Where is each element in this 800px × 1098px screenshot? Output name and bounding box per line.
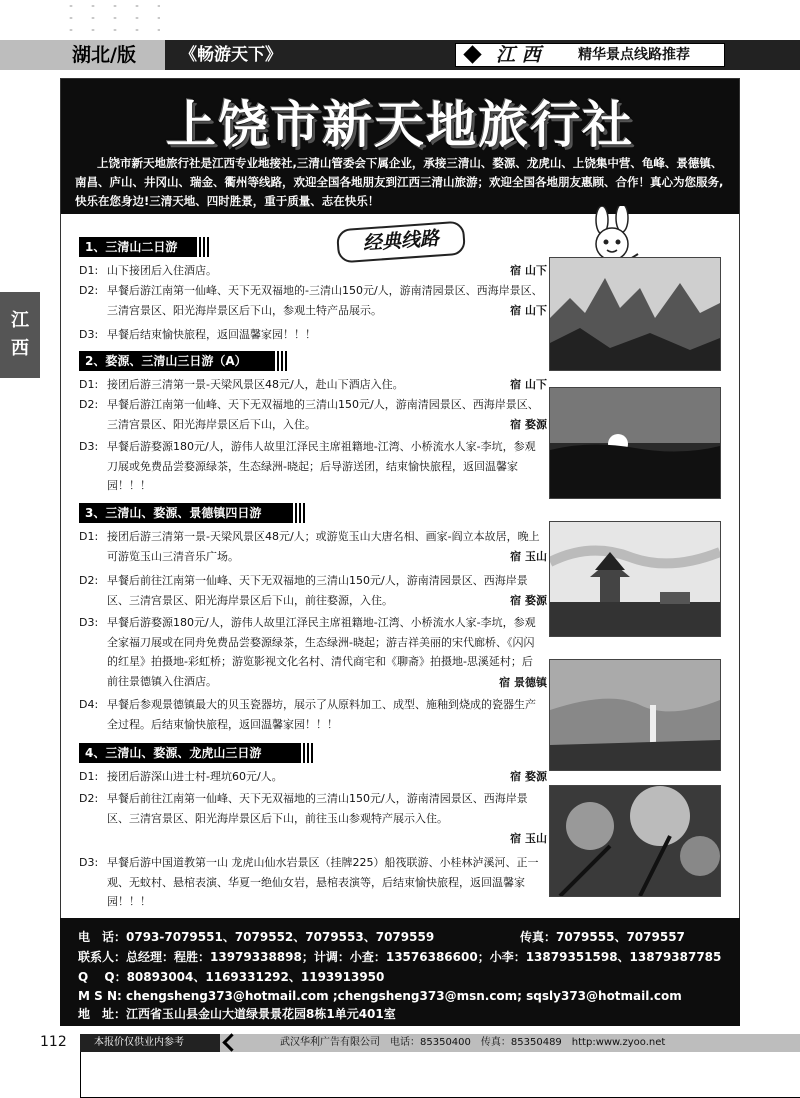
route-4-day-1 — [79, 767, 547, 787]
side-tab-char-1: 江 — [11, 310, 29, 331]
footer-note: 本报价仅供业内参考 — [80, 1034, 220, 1052]
contact-qq: Q Q：80893004、1169331292、1193913950 — [78, 970, 385, 984]
stay-label: 宿 婺源 — [510, 418, 547, 431]
route-3-day-4 — [79, 695, 543, 734]
stay-label: 宿 山下 — [510, 378, 547, 391]
day-text: 早餐后前往江南第一仙峰、天下无双福地的三清山150元/人，游南清园景区、西海岸景区、三清宫景区、阳光海岸景区后下山，前往玉山参观特产展示入住。 — [107, 792, 528, 825]
page-footer — [80, 1034, 800, 1052]
day-text: 早餐后结束愉快旅程，返回温馨家园！！！ — [107, 328, 316, 341]
day-text: 接团后游三清第一景-天梁风景区48元/人，赴山下酒店入住。 — [107, 378, 404, 391]
region-label: 湖北/版 — [0, 40, 165, 70]
day-text: 早餐后游江南第一仙峰、天下无双福地的三清山150元/人，游南清园景区、西海岸景区、三清宫景区、阳光海岸景区后下山，入住。 — [107, 398, 539, 431]
day-label: D2: — [79, 574, 99, 587]
page-number: 112 — [40, 1034, 67, 1050]
day-label: D1: — [79, 530, 99, 543]
day-label: D4: — [79, 698, 99, 711]
contact-phone: 电 话：0793-7079551、7079552、7079553、7079559 — [78, 930, 435, 944]
diamond-icon — [463, 45, 481, 63]
stay-label: 宿 婺源 — [510, 770, 547, 783]
section-title: 精华景点线路推荐 — [578, 47, 690, 63]
stay-label: 宿 景德镇 — [499, 676, 547, 689]
day-label: D1: — [79, 770, 99, 783]
jiangxi-logo: 江 西 — [496, 44, 541, 66]
stay-label: 宿 山下 — [510, 304, 547, 317]
route-heading-text: 3、三清山、婺源、景德镇四日游 — [85, 506, 262, 520]
agency-title: 上饶市新天地旅行社 — [166, 95, 634, 154]
route-4-day-3 — [79, 853, 543, 912]
route-1-day-2 — [79, 281, 547, 320]
route-heading-3 — [79, 503, 293, 523]
route-heading-4 — [79, 743, 301, 763]
day-text: 早餐后游婺源180元/人，游伟人故里江泽民主席祖籍地-江湾、小桥流水人家-李坑，参观刀展或免费品尝婺源绿茶，生态绿洲-晓起；后导游送团，结束愉快旅程，返回温馨家园！！！ — [107, 440, 536, 493]
route-2-day-2 — [79, 395, 547, 434]
contact-block — [60, 918, 740, 1026]
route-heading-text: 1、三清山二日游 — [85, 240, 178, 254]
day-text: 早餐后游中国道教第一山 龙虎山仙水岩景区（挂牌225）船筏联游、小桂林泸溪河、正一观、无蚊村、悬棺表演、华夏一绝仙女岩，悬棺表演等，后结束愉快旅程，返回温馨家园！！！ — [107, 856, 539, 909]
route-1-day-1 — [79, 261, 547, 281]
route-3-day-3 — [79, 613, 547, 691]
agency-intro: 上饶市新天地旅行社是江西专业地接社,三清山管委会下属企业，承接三清山、婺源、龙虎山、上饶集中营、龟峰、景德镇、南昌、庐山、井冈山、瑞金、衢州等线路，欢迎全国各地朋友到江西三清山旅游；欢迎全国各地朋友惠顾、合作！真心为您服务,快乐在您身边!三清天地、四时胜景，重于质量、志在快乐！ — [75, 156, 724, 208]
day-text: 早餐后游婺源180元/人，游伟人故里江泽民主席祖籍地-江湾、小桥流水人家-李坑，参观全家福刀展或在同舟免费品尝婺源绿茶，生态绿洲-晓起；游吉祥美丽的宋代廊桥、《闪闪的红星》拍摄地-彩虹桥；游览影视文化名村、清代商宅和《聊斋》拍摄地-思溪延村；后前往景德镇入住酒店。 — [107, 616, 536, 688]
contact-address: 地 址：江西省玉山县金山大道绿景景花园8栋1单元401室 — [78, 1007, 396, 1021]
day-text: 接团后游深山进士村-理坑60元/人。 — [107, 770, 283, 783]
ad-panel — [60, 78, 740, 935]
day-label: D3: — [79, 440, 99, 453]
contact-persons: 联系人：总经理：程胜：13979338898；计调：小查：13576386600；小李：13879351598、13879387785 — [78, 950, 722, 964]
stay-label: 宿 婺源 — [510, 594, 547, 607]
dot-pattern — [60, 0, 160, 40]
route-heading-text: 4、三清山、婺源、龙虎山三日游 — [85, 746, 262, 760]
day-label: D3: — [79, 328, 99, 341]
classic-routes-badge: 经典线路 — [336, 221, 466, 264]
contact-fax: 传真：7079555、7079557 — [520, 930, 685, 944]
section-box — [455, 43, 725, 67]
day-label: D2: — [79, 792, 99, 805]
day-label: D1: — [79, 378, 99, 391]
day-text: 早餐后参观景德镇最大的贝玉瓷器坊，展示了从原料加工、成型、施釉到烧成的瓷器生产全过程。后结束愉快旅程，返回温馨家园！！！ — [107, 698, 536, 731]
day-text: 山下接团后入住酒店。 — [107, 264, 217, 277]
route-4-day-2 — [79, 789, 547, 845]
stay-label: 宿 山下 — [510, 264, 547, 277]
route-2-day-3 — [79, 437, 543, 496]
route-1-day-3 — [79, 325, 543, 345]
contact-msn: M S N: chengsheng373@hotmail.com ;chengsheng373@msn.com; sqsly373@hotmail.com — [78, 989, 682, 1003]
day-label: D3: — [79, 616, 99, 629]
day-text: 早餐后前往江南第一仙峰、天下无双福地的三清山150元/人，游南清园景区、西海岸景区、三清宫景区、阳光海岸景区后下山，前往婺源，入住。 — [107, 574, 528, 607]
page-header — [0, 40, 800, 70]
photo-sunrise-sea — [549, 387, 721, 499]
divider-vertical — [80, 1052, 81, 1098]
day-text: 接团后游三清第一景-天梁风景区48元/人；或游览玉山大唐名相、画家-阎立本故居，晚上可游览玉山三清音乐广场。 — [107, 530, 540, 563]
day-label: D2: — [79, 284, 99, 297]
route-3-day-1 — [79, 527, 547, 566]
banner — [61, 79, 739, 214]
route-heading-text: 2、婺源、三清山三日游（A） — [85, 354, 247, 368]
stay-label: 宿 玉山 — [510, 550, 547, 563]
route-2-day-1 — [79, 375, 547, 395]
photo-waterfall-cliff — [549, 659, 721, 771]
chevron-left-icon — [222, 1033, 240, 1051]
photo-pavilion — [549, 521, 721, 637]
side-tab-jiangxi — [0, 292, 40, 378]
route-heading-1 — [79, 237, 197, 257]
route-heading-2 — [79, 351, 275, 371]
photo-sanqingshan-peaks — [549, 257, 721, 371]
day-label: D2: — [79, 398, 99, 411]
side-tab-char-2: 西 — [11, 338, 29, 359]
route-3-day-2 — [79, 571, 547, 610]
day-label: D3: — [79, 856, 99, 869]
photo-blossom-trees — [549, 785, 721, 897]
day-text: 早餐后游江南第一仙峰、天下无双福地的-三清山150元/人，游南清园景区、西海岸景区、三清宫景区、阳光海岸景区后下山，参观土特产品展示。 — [107, 284, 543, 317]
day-label: D1: — [79, 264, 99, 277]
footer-agency: 武汉华利广告有限公司 电话：85350400 传真：85350489 http:www.zyoo.net — [280, 1037, 666, 1048]
stay-label: 宿 玉山 — [510, 832, 547, 845]
column-title: 《畅游天下》 — [180, 45, 282, 65]
